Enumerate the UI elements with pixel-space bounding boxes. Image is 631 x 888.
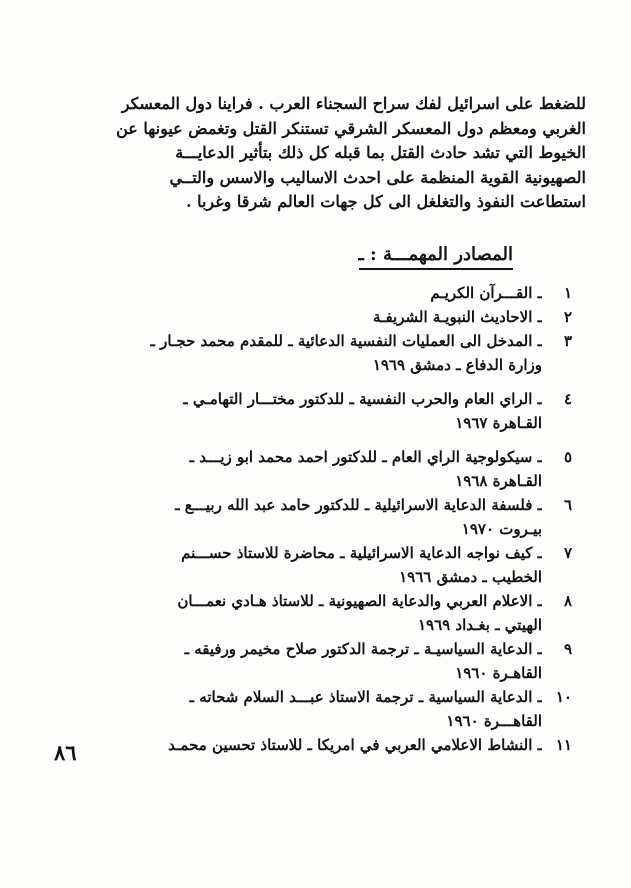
- paragraph-line: للضغط على اسرائيل لفك سراح السجناء العرب . فراينا دول المعسكر: [121, 94, 586, 113]
- reference-text: ـ الاعلام العربي والدعاية الصهيونية ـ للاستاذ هـادي نعمـــان: [177, 592, 542, 610]
- paragraph-line: الغربي ومعظم دول المعسكر الشرقي تستنكر القتل وتغمض عيونها عن: [116, 118, 586, 138]
- reference-item: [60, 445, 572, 493]
- reference-text: ـ النشاط الاعلامي العربي في امريكا ـ للاستاذ تحسين محمـد: [168, 736, 542, 754]
- reference-text: القاهـــرة ١٩٦٠: [446, 712, 542, 730]
- reference-text: الهيتي ـ بغـداد ١٩٦٩: [417, 616, 542, 634]
- reference-number: ١: [563, 284, 572, 302]
- reference-text: القاهـرة ١٩٦٠: [455, 664, 542, 682]
- reference-text: ـ المدخل الى العمليات النفسية الدعائية ـ للمقدم محمد حجـار ـ: [150, 332, 542, 350]
- reference-item: [60, 493, 572, 541]
- reference-number: ١١: [555, 736, 572, 754]
- reference-text: بيـروت ١٩٧٠: [461, 520, 542, 538]
- reference-item: [60, 329, 572, 377]
- reference-number: ١٠: [555, 688, 572, 706]
- reference-text: وزارة الدفاع ـ دمشق ١٩٦٩: [372, 356, 542, 374]
- paragraph-line: استطاعت النفوذ والتغلغل الى كل جهات العالم شرقا وغربا .: [185, 192, 586, 211]
- reference-item: [60, 733, 572, 757]
- reference-text: ـ الاحاديث النبويـة الشريفـة: [373, 308, 542, 326]
- page-number: ٨٦: [54, 740, 77, 765]
- references-list: [60, 281, 572, 757]
- reference-item: [60, 305, 572, 329]
- reference-text: ـ فلسفة الدعاية الاسرائيلية ـ للدكتور حامد عبد الله ربيـــع ـ: [175, 496, 542, 514]
- reference-item: [60, 281, 572, 305]
- reference-text: ـ الدعاية السياسية ـ ترجمة الاستاذ عبـــد السلام شحاته ـ: [189, 688, 542, 706]
- intro-paragraph: [54, 92, 586, 215]
- reference-text: الخطيب ـ دمشق ١٩٦٦: [399, 568, 542, 586]
- reference-text: ـ الراي العام والحرب النفسية ـ للدكتور مختـــار التهامـي ـ: [183, 390, 542, 408]
- reference-text: ـ القـــرآن الكريـم: [430, 284, 542, 302]
- reference-item: [60, 541, 572, 589]
- reference-text: ـ الدعاية السياسيـة ـ ترجمة الدكتور صلاح مخيمر ورفيقه ـ: [184, 640, 542, 658]
- reference-number: ٨: [563, 592, 572, 610]
- paragraph-line: الصهيونية القوية المنظمة على احدث الاساليب والاسس والتــي: [169, 167, 586, 187]
- reference-number: ٢: [563, 308, 572, 326]
- reference-number: ٤: [563, 390, 572, 408]
- reference-item: [60, 637, 572, 685]
- reference-text: القـاهرة ١٩٦٧: [455, 414, 542, 432]
- reference-number: ٥: [563, 448, 572, 466]
- reference-item: [60, 387, 572, 435]
- reference-number: ٩: [563, 640, 572, 658]
- reference-text: القـاهرة ١٩٦٨: [455, 472, 542, 490]
- reference-text: ـ سيكولوجية الراي العام ـ للدكتور احمد محمد ابو زيـــد ـ: [189, 448, 542, 466]
- reference-item: [60, 685, 572, 733]
- paragraph-line: الخيوط التي تشد حادث القتل بما قبله كل ذلك بتأثير الدعايـــة: [175, 143, 586, 162]
- sources-heading: المصادر المهمـــة : ـ: [359, 244, 513, 270]
- reference-number: ٦: [563, 496, 572, 514]
- reference-number: ٣: [563, 332, 572, 350]
- reference-number: ٧: [563, 544, 572, 562]
- reference-text: ـ كيف نواجه الدعاية الاسرائيلية ـ محاضرة للاستاذ حســـنم: [181, 544, 542, 562]
- reference-item: [60, 589, 572, 637]
